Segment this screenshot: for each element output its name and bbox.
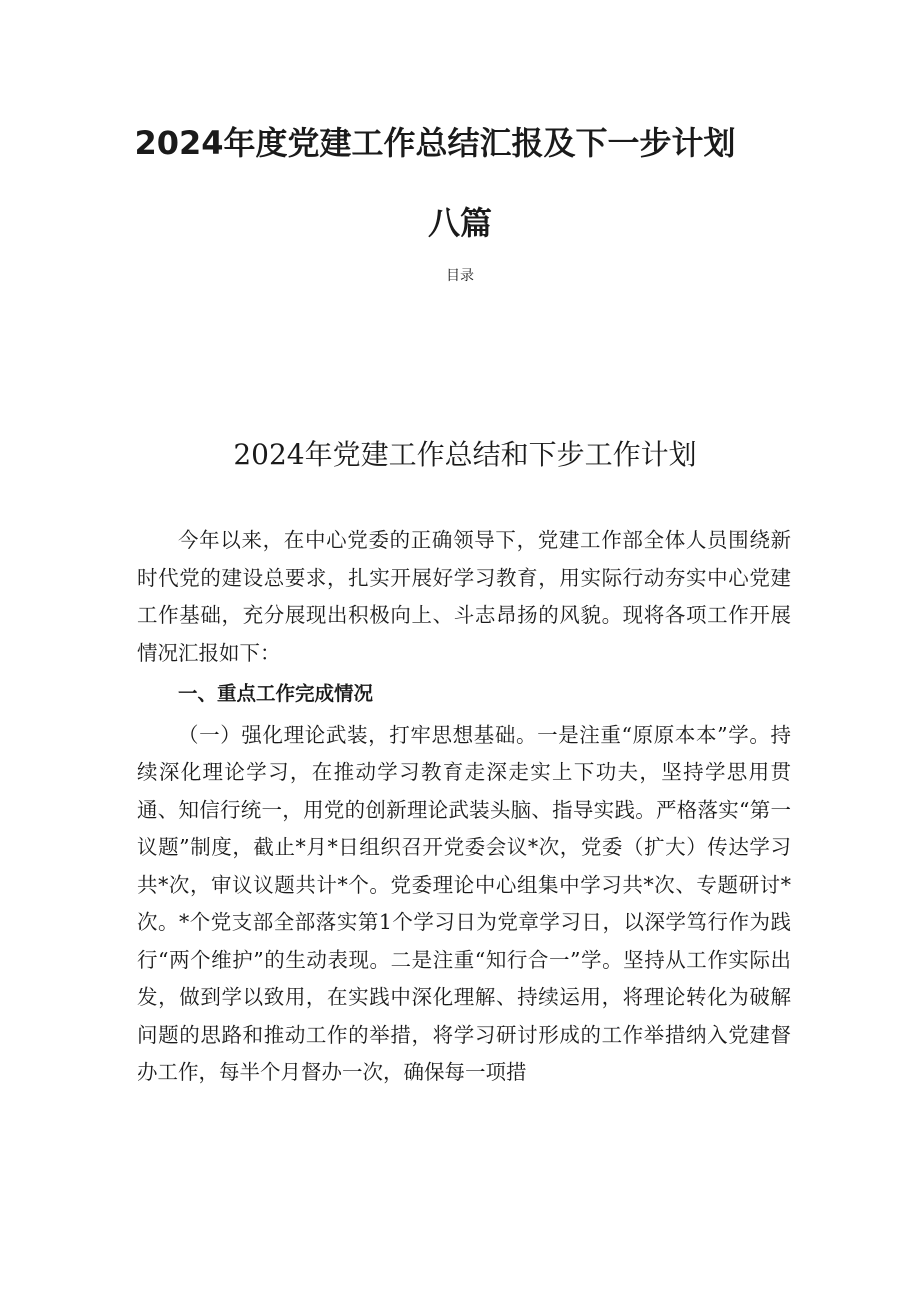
- intro-paragraph: 今年以来，在中心党委的正确领导下，党建工作部全体人员围绕新时代党的建设总要求，扎实开展好学习教育，用实际行动夯实中心党建工作基础，充分展现出积极向上、斗志昂扬的风貌。现将各项工作开展情况汇报如下：: [137, 528, 791, 665]
- document-title-line2: 八篇: [427, 204, 492, 242]
- subheading-key-work: 一、重点工作完成情况: [178, 682, 374, 705]
- section-title: 2024年党建工作总结和下步工作计划: [233, 438, 697, 471]
- body-text: [137, 522, 791, 1092]
- paragraph-theory-study: （一）强化理论武装，打牢思想基础。一是注重“原原本本”学。持续深化理论学习，在推动学习教育走深走实上下功夫，坚持学思用贯通、知信行统一，用党的创新理论武装头脑、指导实践。严格落实“第一议题”制度，截止*月*日组织召开党委会议*次，党委（扩大）传达学习共*次，审议议题共计*个。党委理论中心组集中学习共*次、专题研讨*次。*个党支部全部落实第1个学习日为党章学习日，以深学笃行作为践行“两个维护”的生动表现。二是注重“知行合一”学。坚持从工作实际出发，做到学以致用，在实践中深化理解、持续运用，将理论转化为破解问题的思路和推动工作的举措，将学习研讨形成的工作举措纳入党建督办工作，每半个月督办一次，确保每一项措: [137, 722, 791, 1084]
- table-of-contents-label: 目录: [446, 268, 474, 284]
- document-title-line1: 2024年度党建工作总结汇报及下一步计划: [134, 124, 736, 162]
